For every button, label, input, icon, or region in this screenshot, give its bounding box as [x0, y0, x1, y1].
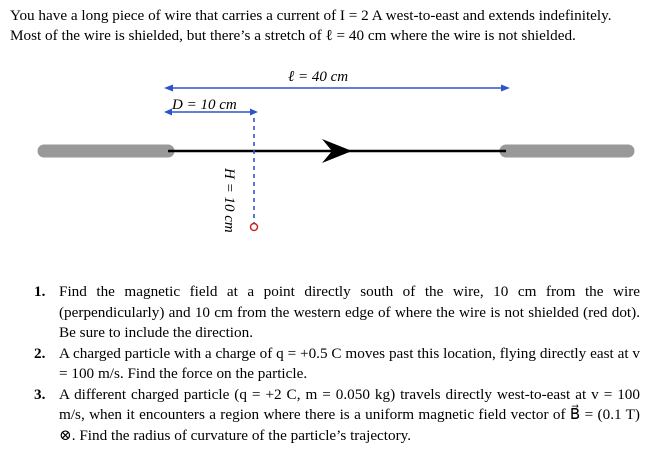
intro-paragraph: [10, 6, 650, 46]
distance-label: D = 10 cm: [172, 97, 237, 113]
distance-arrow-left-icon: [164, 109, 172, 116]
length-arrow-right-icon: [501, 85, 510, 92]
distance-arrow-right-icon: [250, 109, 258, 116]
question-number: 3.: [34, 385, 46, 403]
wire-diagram: [0, 64, 655, 244]
question-item: [34, 344, 640, 385]
question-item: [34, 385, 640, 447]
question-number: 1.: [34, 283, 46, 300]
question-number: 2.: [34, 344, 46, 362]
height-label: H = 10 cm: [221, 168, 237, 233]
intro-line-2: Most of the wire is shielded, but there’s a stretch of ℓ = 40 cm where the wire is not shielded.: [10, 27, 576, 44]
question-text: Find the magnetic field at a point directly south of the wire, 10 cm from the wire (perpendicularly) and 10 cm from the western edge of where the wire is not shielded (red dot). Be sure to include the direction.: [59, 283, 640, 341]
intro-line-1: You have a long piece of wire that carries a current of I = 2 A west-to-east and extends indefinitely.: [10, 7, 612, 24]
length-label: ℓ = 40 cm: [288, 69, 349, 85]
question-item: [34, 282, 640, 344]
length-arrow-left-icon: [164, 85, 173, 92]
question-text: A different charged particle (q = +2 C, m = 0.050 kg) travels directly west-to-east at v = 100 m/s, when it encounters a region where there is a uniform magnetic field vector of B⃗ = (0.1 T) ⊗. Find the radius of curvature of the particle’s trajectory.: [59, 385, 640, 444]
question-text: A charged particle with a charge of q = +0.5 C moves past this location, flying directly east at v = 100 m/s. Find the force on the particle.: [59, 344, 640, 382]
question-list: [34, 282, 640, 446]
field-point-dot: [251, 224, 258, 231]
